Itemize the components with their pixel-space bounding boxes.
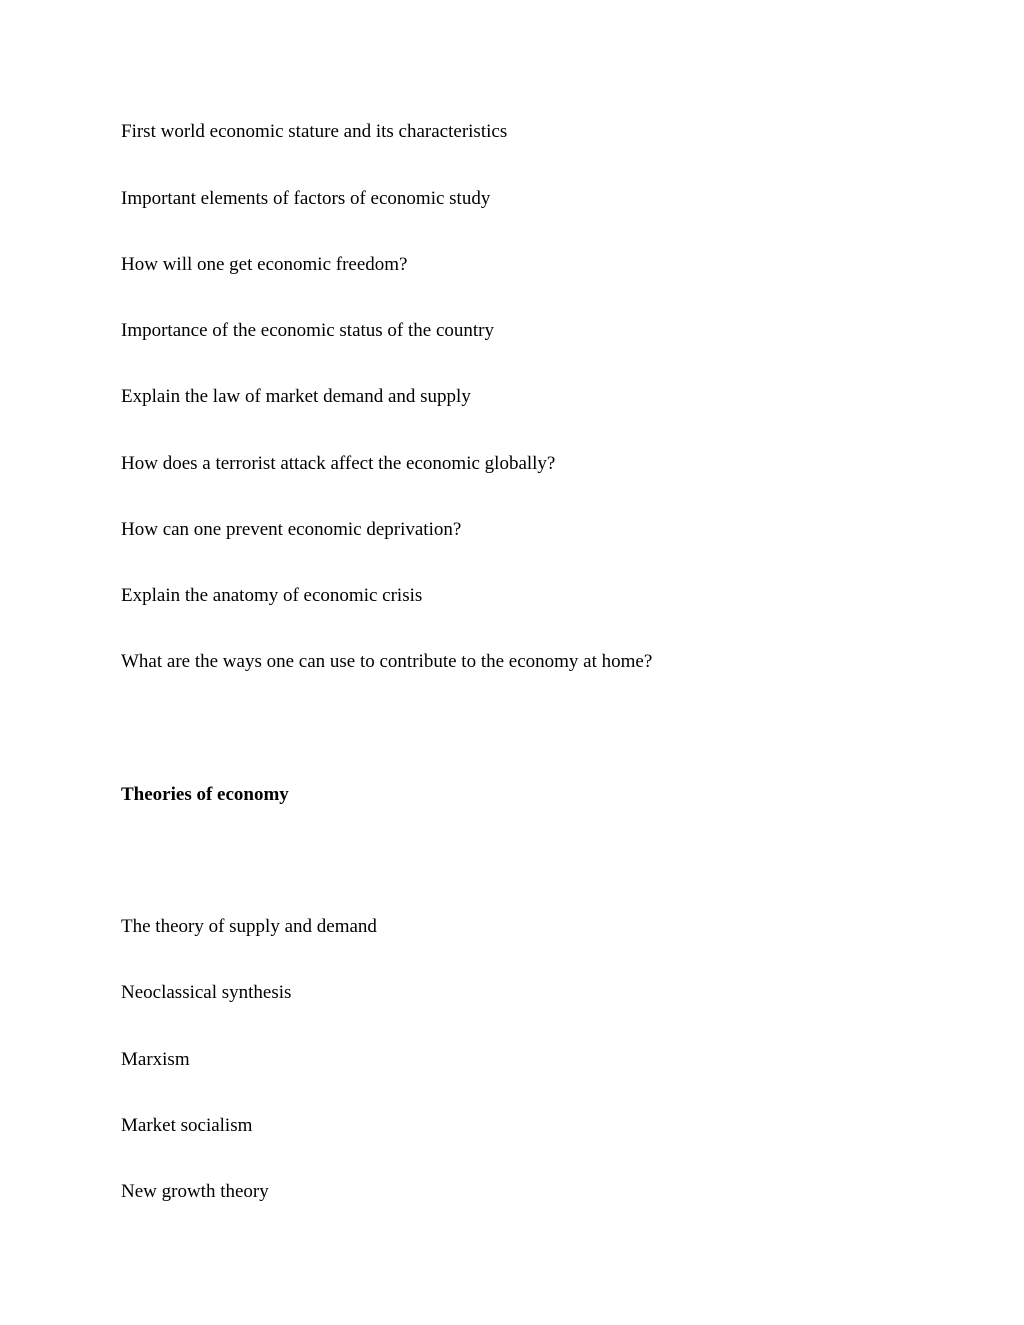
topic-item: What are the ways one can use to contribute to the economy at home? (121, 651, 653, 672)
section-heading: Theories of economy (121, 784, 289, 805)
topic-item: Importance of the economic status of the country (121, 320, 495, 341)
theory-item: The theory of supply and demand (121, 916, 377, 937)
theory-item: New growth theory (121, 1181, 269, 1202)
topic-item: First world economic stature and its characteristics (121, 121, 508, 142)
topic-item: How can one prevent economic deprivation? (121, 519, 462, 540)
theory-item: Market socialism (121, 1115, 253, 1136)
topic-item: Explain the law of market demand and supply (121, 386, 471, 407)
topic-item: How will one get economic freedom? (121, 254, 408, 275)
topic-item: Explain the anatomy of economic crisis (121, 585, 423, 606)
theory-item: Marxism (121, 1049, 190, 1070)
topic-item: Important elements of factors of economic study (121, 188, 491, 209)
theory-item: Neoclassical synthesis (121, 982, 292, 1003)
topic-item: How does a terrorist attack affect the economic globally? (121, 453, 556, 474)
